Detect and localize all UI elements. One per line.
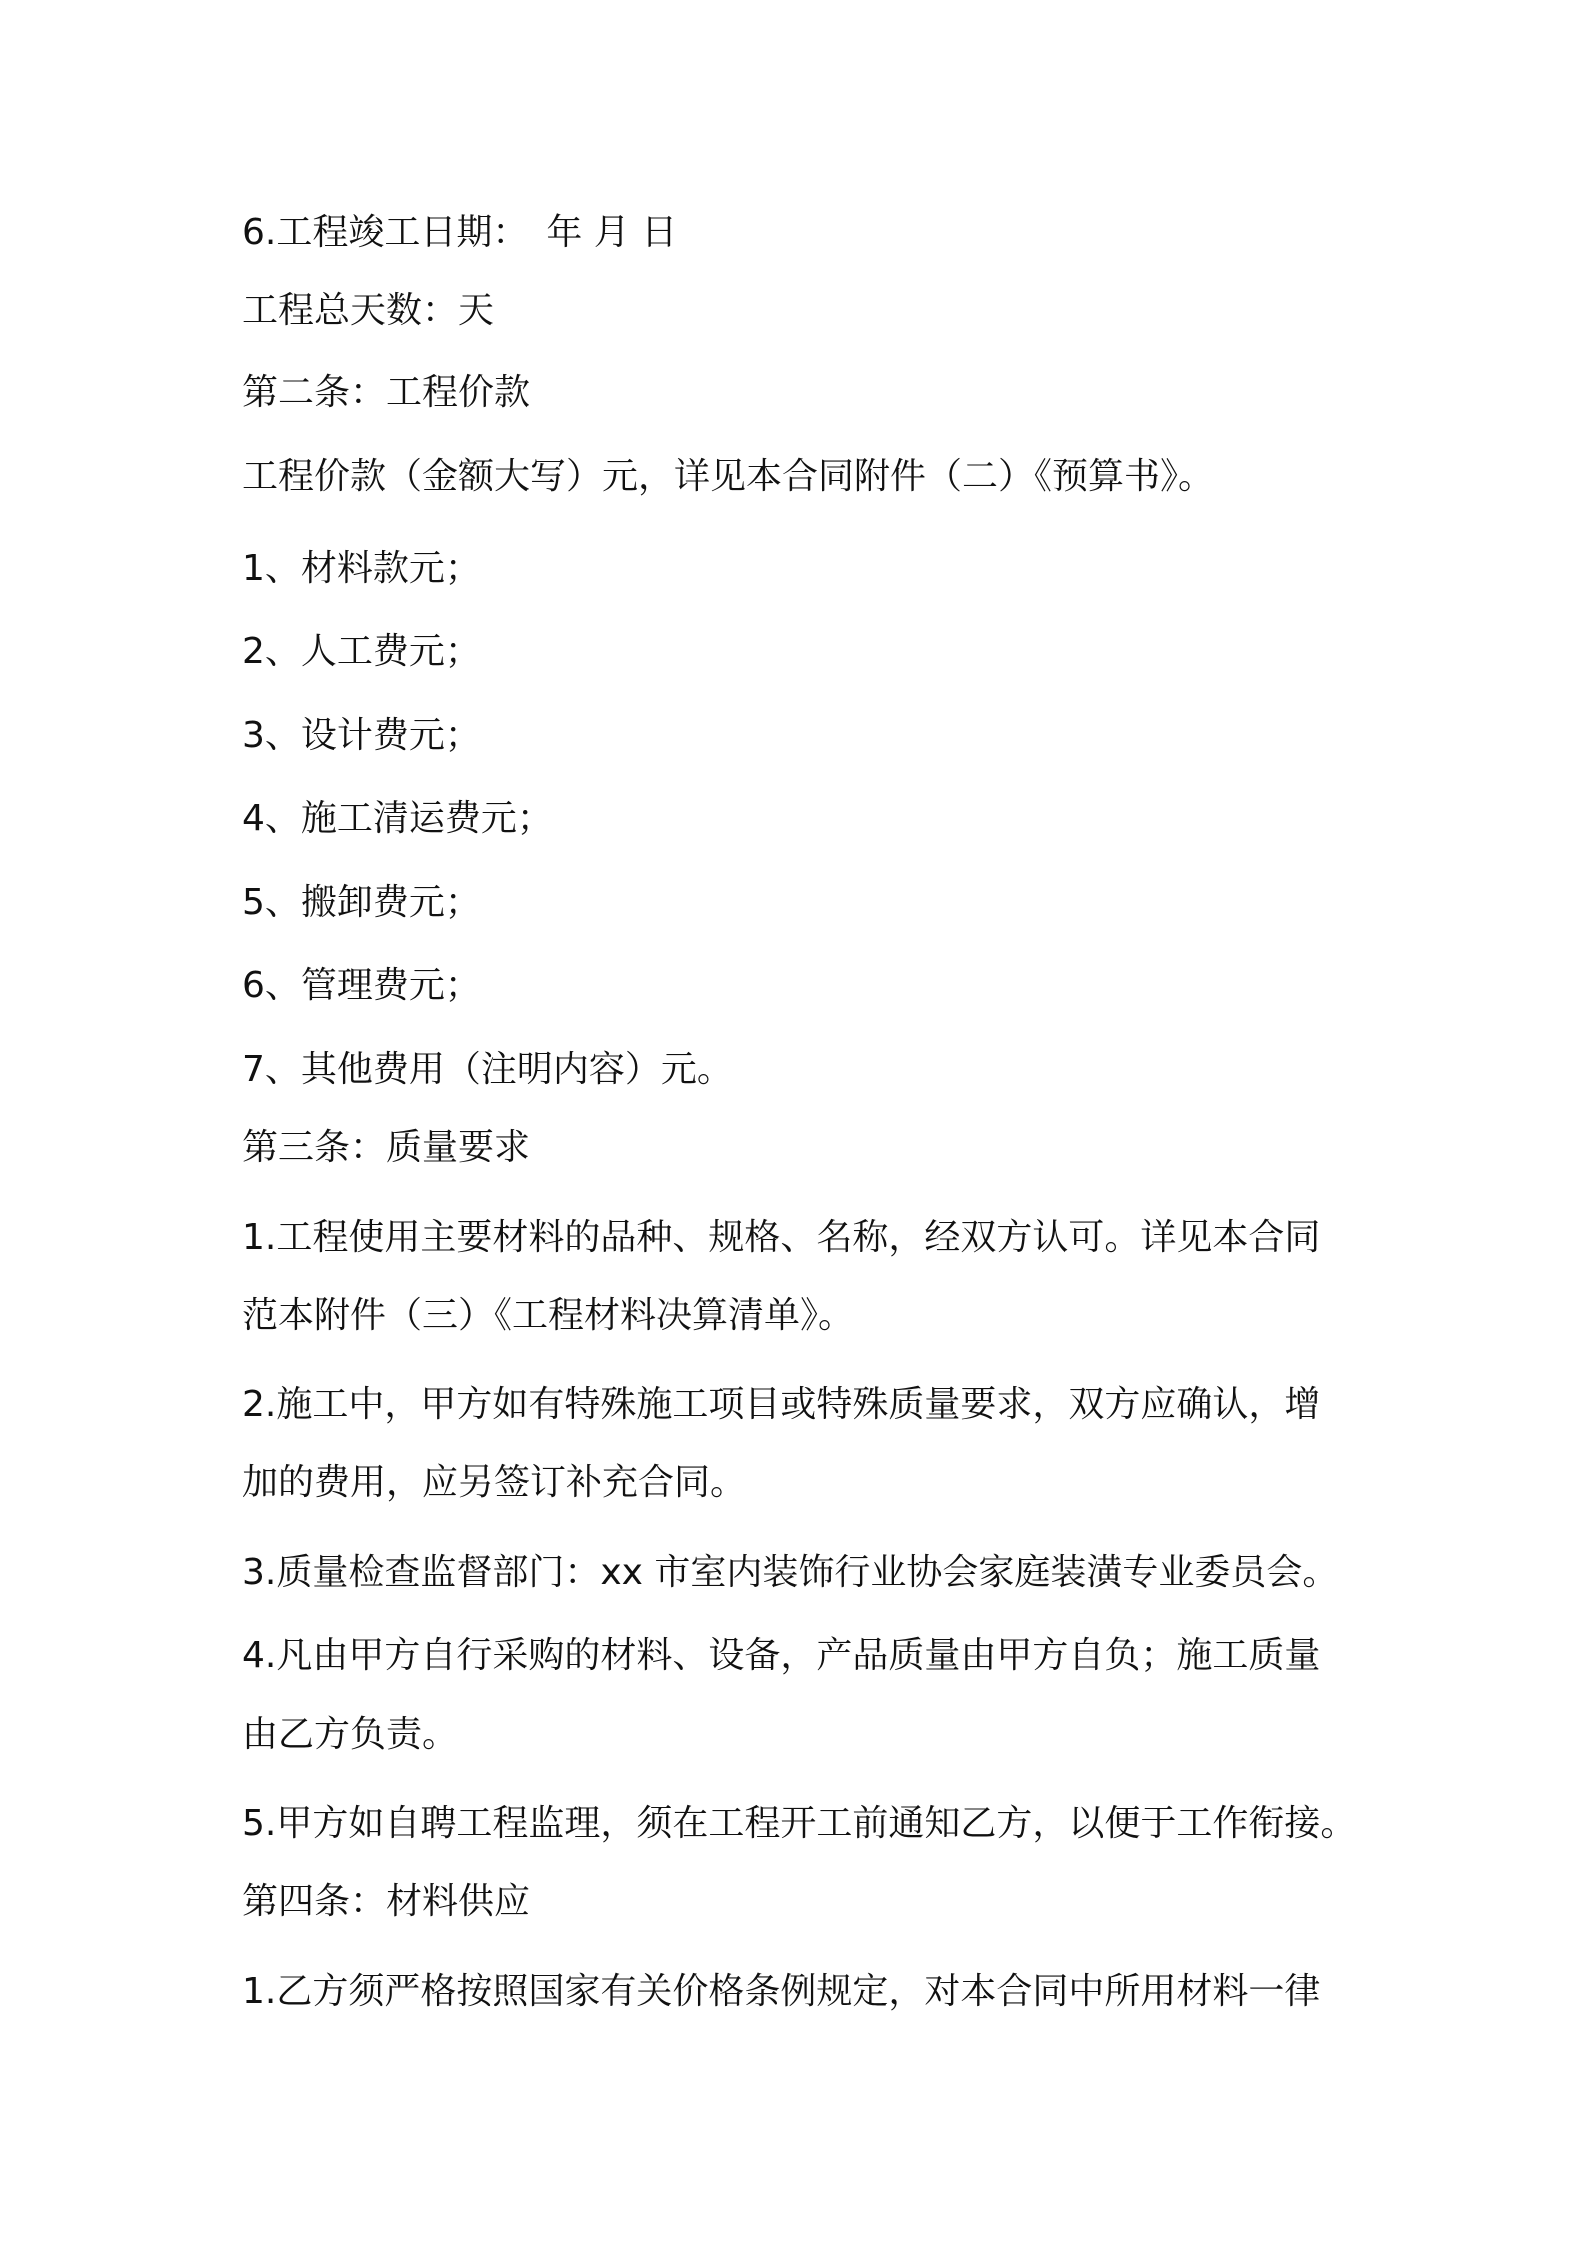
quality-clause-2-line-1: 2.施工中，甲方如有特殊施工项目或特殊质量要求，双方应确认，增 (242, 1384, 1321, 1425)
project-price-line: 工程价款（金额大写）元，详见本合同附件（二）《预算书》。 (242, 456, 1215, 497)
design-fee-item: 3、设计费元； (242, 715, 481, 756)
material-cost-item: 1、材料款元； (242, 548, 481, 589)
supply-clause-1-line-1: 1.乙方须严格按照国家有关价格条例规定，对本合同中所用材料一律 (242, 1971, 1321, 2012)
quality-clause-5: 5.甲方如自聘工程监理，须在工程开工前通知乙方，以便于工作衔接。 (242, 1803, 1357, 1844)
article-4-heading: 第四条：材料供应 (242, 1881, 531, 1922)
quality-clause-4-line-1: 4.凡由甲方自行采购的材料、设备，产品质量由甲方自负；施工质量 (242, 1635, 1321, 1676)
total-days-line: 工程总天数：天 (242, 290, 495, 331)
cleanup-fee-item: 4、施工清运费元； (242, 798, 553, 839)
management-fee-item: 6、管理费元； (242, 965, 481, 1006)
other-fee-item: 7、其他费用（注明内容）元。 (242, 1049, 733, 1090)
quality-clause-1-line-1: 1.工程使用主要材料的品种、规格、名称，经双方认可。详见本合同 (242, 1217, 1321, 1258)
labor-cost-item: 2、人工费元； (242, 631, 481, 672)
quality-clause-3: 3.质量检查监督部门：xx 市室内装饰行业协会家庭装潢专业委员会。 (242, 1552, 1339, 1593)
article-2-heading: 第二条：工程价款 (242, 372, 531, 413)
quality-clause-1-line-2: 范本附件（三）《工程材料决算清单》。 (242, 1295, 855, 1336)
quality-clause-4-line-2: 由乙方负责。 (242, 1714, 459, 1755)
quality-clause-2-line-2: 加的费用，应另签订补充合同。 (242, 1462, 747, 1503)
completion-date-line: 6.工程竣工日期： 年 月 日 (242, 212, 678, 253)
article-3-heading: 第三条：质量要求 (242, 1127, 531, 1168)
handling-fee-item: 5、搬卸费元； (242, 882, 481, 923)
